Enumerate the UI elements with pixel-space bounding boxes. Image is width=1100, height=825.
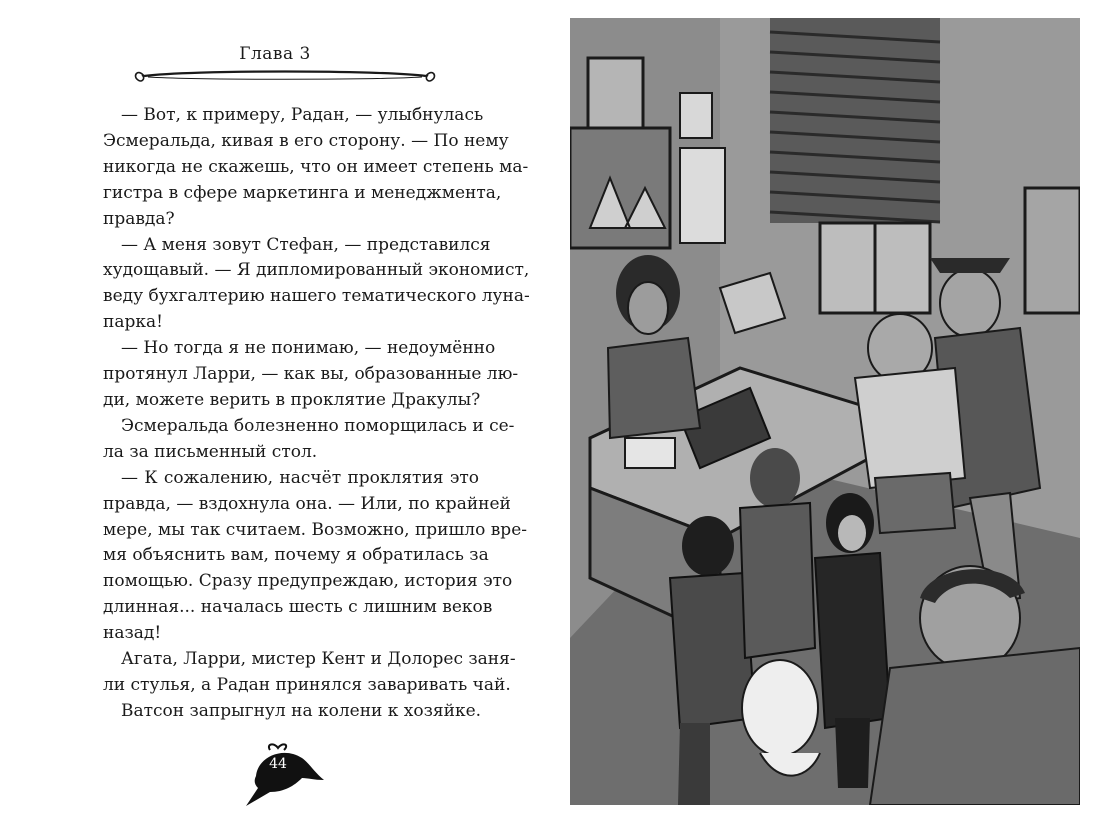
text-line: ла за письменный стол. — [103, 441, 318, 462]
text-line: Агата, Ларри, мистер Кент и Долорес заня- — [121, 649, 516, 670]
text-line: ди, можете верить в проклятие Дракулы? — [103, 389, 481, 410]
text-line: — А меня зовут Стефан, — представился — [121, 234, 491, 255]
text-line: никогда не скажешь, что он имеет степень ма- — [103, 156, 529, 177]
text-line: парка! — [103, 312, 163, 333]
text-line: гистра в сфере маркетинга и менеджмента, — [103, 182, 502, 203]
page-number: 44 — [269, 756, 287, 772]
body-text — [103, 103, 530, 725]
text-line: правда? — [103, 208, 175, 229]
text-line: Ватсон запрыгнул на колени к хозяйке. — [121, 700, 482, 721]
office-scene-illustration — [570, 18, 1080, 805]
text-line: Эсмеральда болезненно поморщилась и се- — [121, 415, 515, 436]
chapter-ornament-icon — [130, 64, 440, 88]
window-blinds-icon — [770, 18, 940, 223]
text-line: правда, — вздохнула она. — Или, по крайней — [103, 493, 511, 514]
text-line: — К сожалению, насчёт проклятия это — [121, 467, 479, 488]
deerstalker-hat-icon — [244, 736, 328, 808]
text-line: мере, мы так считаем. Возможно, пришло вре- — [103, 519, 527, 540]
text-line: протянул Ларри, — как вы, образованные лю- — [103, 364, 519, 385]
text-line: — Но тогда я не понимаю, — недоумённо — [121, 338, 496, 359]
text-line: ли стулья, а Радан принялся заваривать чай. — [103, 674, 511, 695]
text-line: назад! — [103, 623, 162, 644]
text-line: Эсмеральда, кивая в его сторону. — По нему — [103, 130, 509, 151]
text-line: длинная... началась шесть с лишним веков — [103, 597, 493, 618]
text-line: — Вот, к примеру, Радан, — улыбнулась — [121, 105, 484, 125]
text-line: худощавый. — Я дипломированный экономист, — [103, 260, 530, 281]
text-line: веду бухгалтерию нашего тематического луна- — [103, 286, 530, 307]
chapter-title: Глава 3 — [239, 44, 311, 64]
text-line: помощью. Сразу предупреждаю, история это — [103, 571, 513, 592]
text-line: мя объяснить вам, почему я обратилась за — [103, 545, 489, 566]
